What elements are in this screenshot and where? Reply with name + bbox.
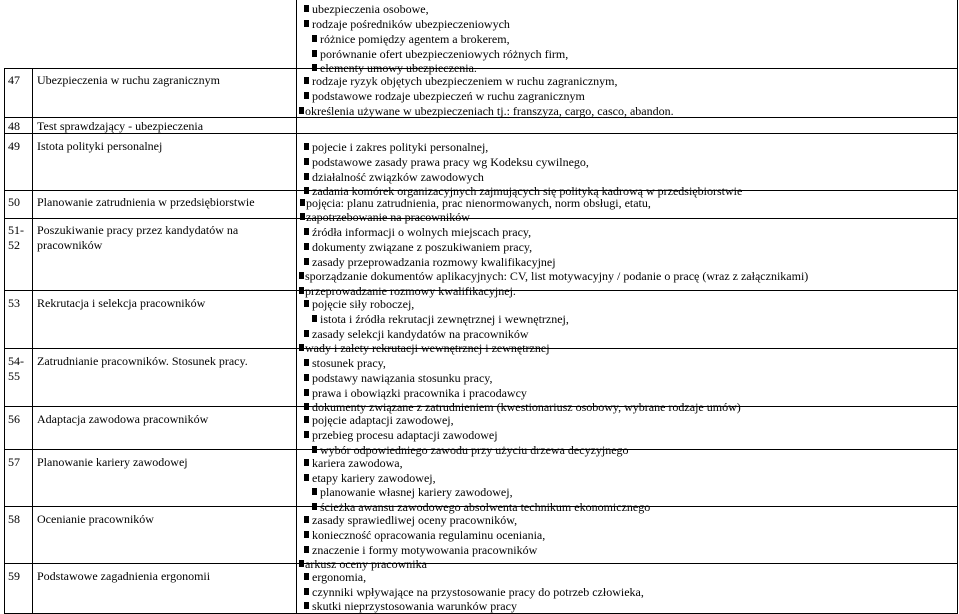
bullet-item: pojęcia: planu zatrudnienia, prac nienormowanych, norm obsługi, etatu,	[306, 196, 651, 210]
bullet-item: pojecie i zakres polityki personalnej,	[312, 140, 489, 154]
bullet-item: podstawy nawiązania stosunku pracy,	[312, 371, 493, 385]
bullet-item: skutki nieprzystosowania warunków pracy	[312, 599, 517, 613]
topic-title: Zatrudnianie pracowników. Stosunek pracy.	[37, 354, 248, 368]
bullet-item: wady i zalety rekrutacji wewnętrznej i zewnętrznej	[305, 341, 550, 355]
row-number: 57	[8, 455, 20, 469]
bullet-item: wybór odpowiedniego zawodu przy użyciu drzewa decyzyjnego	[320, 443, 629, 457]
table-left-border	[4, 68, 5, 614]
topic-title: Planowanie zatrudnienia w przedsiębiorstwie	[37, 195, 255, 209]
bullet-item: stosunek pracy,	[312, 356, 386, 370]
bullet-item: konieczność opracowania regulaminu oceniania,	[312, 528, 546, 542]
bullet-item: zasady przeprowadzania rozmowy kwalifikacyjnej	[312, 255, 556, 269]
bullet-item: rodzaje pośredników ubezpieczeniowych	[312, 17, 510, 31]
topic-title: Test sprawdzający - ubezpieczenia	[37, 119, 204, 133]
bullet-item: ergonomia,	[312, 570, 367, 584]
bullet-item: działalność związków zawodowych	[312, 170, 484, 184]
topic-title: Istota polityki personalnej	[37, 139, 163, 153]
row-number: 51-	[8, 223, 24, 237]
bullet-item: arkusz oceny pracownika	[305, 557, 427, 571]
bullet-item: zasady selekcji kandydatów na pracowników	[312, 327, 529, 341]
bullet-item: ubezpieczenia osobowe,	[312, 2, 429, 16]
row-number: 48	[8, 119, 20, 133]
bullet-item: rodzaje ryzyk objętych ubezpieczeniem w ruchu zagranicznym,	[312, 74, 618, 88]
table-right-border	[957, 0, 958, 614]
topic-title: Podstawowe zagadnienia ergonomii	[37, 569, 211, 583]
bullet-item: sporządzanie dokumentów aplikacyjnych: CV, list motywacyjny / podanie o pracę (wraz z załącznikami)	[305, 269, 809, 283]
bullet-item: podstawowe rodzaje ubezpieczeń w ruchu zagranicznym	[312, 89, 585, 103]
row-number: 52	[8, 238, 20, 252]
row-number: 53	[8, 296, 20, 310]
bullet-item: prawa i obowiązki pracownika i pracodawcy	[312, 386, 527, 400]
bullet-item: podstawowe zasady prawa pracy wg Kodeksu cywilnego,	[312, 155, 589, 169]
bullet-item: źródła informacji o wolnych miejscach pracy,	[312, 225, 532, 239]
bullet-item: przebieg procesu adaptacji zawodowej	[312, 428, 498, 442]
column-divider-number	[32, 68, 33, 614]
row-divider	[4, 218, 958, 219]
bullet-item: elementy umowy ubezpieczenia.	[320, 61, 477, 75]
row-number: 59	[8, 569, 20, 583]
bullet-item: planowanie własnej kariery zawodowej,	[320, 485, 513, 499]
topic-title: Planowanie kariery zawodowej	[37, 455, 188, 469]
topic-title: Poszukiwanie pracy przez kandydatów na	[37, 223, 239, 237]
bullet-item: dokumenty związane z zatrudnieniem (kwestionariusz osobowy, wybrane rodzaje umów)	[312, 400, 741, 414]
bullet-item: różnice pomiędzy agentem a brokerem,	[320, 32, 510, 46]
bullet-item: ścieżka awansu zawodowego absolwenta technikum ekonomicznego	[320, 500, 651, 514]
bullet-item: zasady sprawiedliwej oceny pracowników,	[312, 513, 518, 527]
row-number: 50	[8, 195, 20, 209]
bullet-item: znaczenie i formy motywowania pracowników	[312, 543, 538, 557]
bullet-item: zadania komórek organizacyjnych zajmujących się polityką kadrową w przedsiębiorstwie	[312, 184, 743, 198]
topic-title: pracowników	[37, 238, 103, 252]
bullet-item: porównanie ofert ubezpieczeniowych różnych firm,	[320, 47, 569, 61]
topic-title: Rekrutacja i selekcja pracowników	[37, 296, 206, 310]
row-number: 49	[8, 139, 20, 153]
bullet-item: etapy kariery zawodowej,	[312, 471, 436, 485]
bullet-item: zapotrzebowanie na pracowników	[306, 210, 470, 224]
topic-title: Ubezpieczenia w ruchu zagranicznym	[37, 73, 220, 87]
bullet-item: istota i źródła rekrutacji zewnętrznej i wewnętrznej,	[320, 312, 569, 326]
row-number: 56	[8, 412, 20, 426]
row-divider	[4, 563, 958, 564]
row-number: 55	[8, 369, 20, 383]
row-divider	[4, 68, 958, 69]
bullet-item: pojęcie adaptacji zawodowej,	[312, 413, 454, 427]
bullet-item: przeprowadzanie rozmowy kwalifikacyjnej.	[305, 284, 516, 298]
row-number: 47	[8, 73, 20, 87]
topic-title: Adaptacja zawodowa pracowników	[37, 412, 209, 426]
topic-title: Ocenianie pracowników	[37, 512, 154, 526]
row-divider	[4, 133, 958, 134]
bullet-item: pojęcie siły roboczej,	[312, 297, 415, 311]
bullet-item: kariera zawodowa,	[312, 456, 403, 470]
column-divider-topic	[296, 0, 297, 614]
row-number: 54-	[8, 354, 24, 368]
bullet-item: określenia używane w ubezpieczeniach tj.: franszyza, cargo, casco, abandon.	[305, 104, 674, 118]
bullet-item: dokumenty związane z poszukiwaniem pracy,	[312, 240, 533, 254]
row-number: 58	[8, 512, 20, 526]
bullet-item: czynniki wpływające na przystosowanie pracy do potrzeb człowieka,	[312, 585, 644, 599]
